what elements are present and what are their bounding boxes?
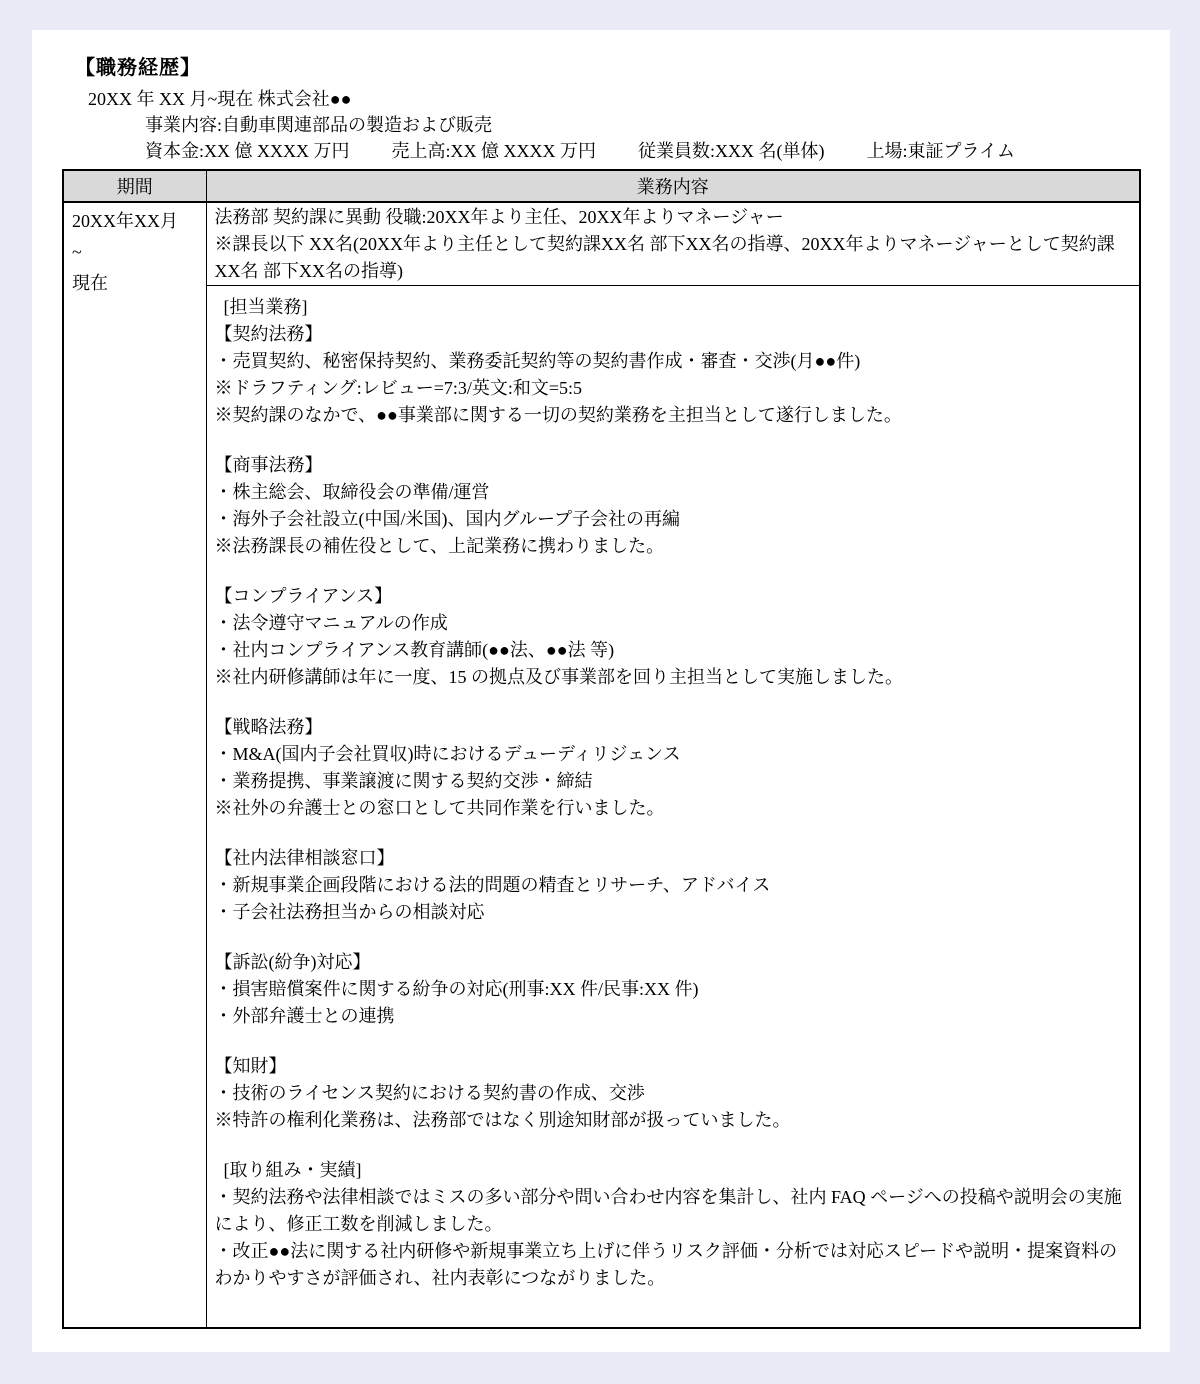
content-line: ・株主総会、取締役会の準備/運営: [214, 482, 490, 502]
document-section-title: 【職務経歴】: [75, 57, 201, 79]
content-block: [215, 583, 1130, 691]
stat-item: 上場:東証プライム: [866, 141, 1015, 161]
content-line: ※社内研修講師は年に一度、15 の拠点及び事業部を回り主担当として実施しました。: [214, 667, 903, 687]
content-line: ・法令遵守マニュアルの作成: [214, 613, 448, 633]
stat-item: 従業員数:XXX 名(単体): [638, 141, 825, 161]
content-line: 【社内法律相談窓口】: [214, 848, 395, 868]
company-period-line: 20XX 年 XX 月~現在 株式会社●●: [88, 89, 352, 109]
business-description-line: 事業内容:自動車関連部品の製造および販売: [145, 115, 492, 135]
details-cell: [206, 286, 1140, 1329]
assignment-line: ※課長以下 XX名(20XX年より主任として契約課XX名 部下XX名の指導、20XX年よりマネージャーとして契約課XX名 部下XX名の指導): [214, 234, 1115, 281]
content-line: ・契約法務や法律相談ではミスの多い部分や問い合わせ内容を集計し、社内 FAQ ページへの投稿や説明会の実施により、修正工数を削減しました。: [214, 1187, 1122, 1234]
content-line: ・子会社法務担当からの相談対応: [214, 902, 485, 922]
assignment-cell: [206, 202, 1140, 286]
content-line: 【訴訟(紛争)対応】: [214, 952, 371, 972]
content-line: ※契約課のなかで、●●事業部に関する一切の契約業務を主担当として遂行しました。: [214, 405, 902, 425]
period-cell: [63, 202, 206, 1328]
content-line: 【戦略法務】: [214, 717, 323, 737]
content-line: ※ドラフティング:レビュー=7:3/英文:和文=5:5: [214, 378, 583, 398]
content-line: ※法務課長の補佐役として、上記業務に携わりました。: [214, 536, 665, 556]
work-history-table: [62, 169, 1141, 1329]
content-line: ※特許の権利化業務は、法務部ではなく別途知財部が扱っていました。: [214, 1110, 791, 1130]
content-line: ・社内コンプライアンス教育講師(●●法、●●法 等): [214, 640, 615, 660]
stat-item: 資本金:XX 億 XXXX 万円: [145, 141, 350, 161]
period-column-header: 期間: [63, 170, 206, 202]
content-block: [215, 714, 1130, 822]
table-row: [63, 202, 1140, 286]
stat-item: 売上高:XX 億 XXXX 万円: [391, 141, 596, 161]
content-block: [215, 845, 1130, 926]
company-stats-line: [145, 138, 1170, 164]
resume-page: [32, 30, 1170, 1352]
content-line: ・損害賠償案件に関する紛争の対応(刑事:XX 件/民事:XX 件): [214, 979, 699, 999]
assignment-line: 法務部 契約課に異動 役職:20XX年より主任、20XX年よりマネージャー: [214, 207, 784, 227]
content-line: [担当業務]: [223, 297, 308, 317]
content-line: 【商事法務】: [214, 455, 323, 475]
content-line: ・M&A(国内子会社買収)時におけるデューディリジェンス: [214, 744, 681, 764]
content-line: ・売買契約、秘密保持契約、業務委託契約等の契約書作成・審査・交渉(月●●件): [214, 351, 861, 371]
content-line: ・外部弁護士との連携: [214, 1006, 395, 1026]
period-line: 20XX年XX月: [72, 211, 178, 231]
content-line: ※社外の弁護士との窓口として共同作業を行いました。: [214, 798, 665, 818]
content-line: [取り組み・実績]: [223, 1160, 362, 1180]
table-row: [63, 286, 1140, 1329]
content-line: ・海外子会社設立(中国/米国)、国内グループ子会社の再編: [214, 509, 681, 529]
content-block: [215, 294, 1130, 429]
content-line: 【契約法務】: [214, 324, 323, 344]
content-line: 【知財】: [214, 1056, 287, 1076]
content-block: [215, 1157, 1130, 1292]
content-line: ・新規事業企画段階における法的問題の精査とリサーチ、アドバイス: [214, 875, 771, 895]
details-column-header: 業務内容: [206, 170, 1140, 202]
content-block: [215, 949, 1130, 1030]
period-line: 現在: [72, 273, 108, 293]
content-line: ・改正●●法に関する社内研修や新規事業立ち上げに伴うリスク評価・分析では対応スピードや説明・提案資料のわかりやすさが評価され、社内表彰につながりました。: [214, 1241, 1118, 1288]
content-line: 【コンプライアンス】: [214, 586, 393, 606]
content-line: ・技術のライセンス契約における契約書の作成、交渉: [214, 1083, 645, 1103]
content-block: [215, 1053, 1130, 1134]
content-line: ・業務提携、事業譲渡に関する契約交渉・締結: [214, 771, 593, 791]
table-header-row: [63, 170, 1140, 202]
content-block: [215, 452, 1130, 560]
period-line: ~: [72, 242, 82, 262]
